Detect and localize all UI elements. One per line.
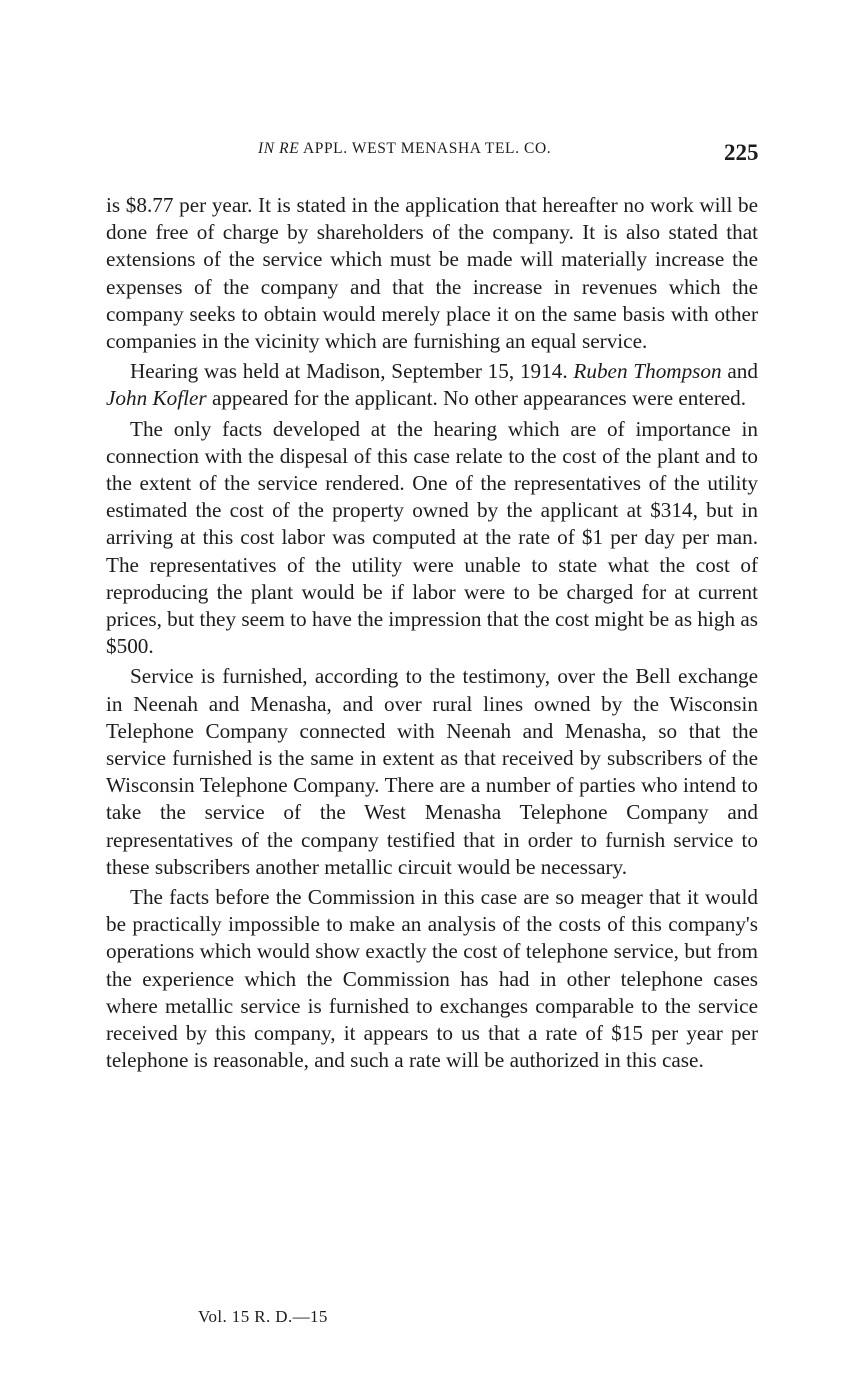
paragraph-3: The only facts developed at the hearing which are of importance in connection with the dispesal of this case relate to the cost of the plant and to the extent of the service rendered. One of the representatives of the utility estimated the cost of the property owned by the applicant at $314, but in arriving at this cost labor was computed at the rate of $1 per day per man. The representatives of the utility were unable to state what the cost of reproducing the plant would be if labor were to be charged for at current prices, but they seem to have the impression that the cost might be as high as $500.: [106, 416, 758, 659]
paragraph-1: is $8.77 per year. It is stated in the application that hereafter no work will be done free of charge by shareholders of the company. It is also stated that extensions of the service which must be made will materially increase the expenses of the company and that the increase in revenues which the company seeks to obtain would merely place it on the same basis with other companies in the vicinity which are furnishing an equal service.: [106, 193, 758, 354]
signature-line: Vol. 15 R. D.—15: [198, 1307, 328, 1326]
hearing-statement: Hearing was held at Madison, September 15, 1914.: [130, 359, 568, 384]
body-text: [106, 192, 758, 1078]
running-head-title: APPL. WEST MENASHA TEL. CO.: [302, 140, 552, 157]
appearance-name-2: John Kofler: [106, 386, 207, 411]
running-head-italic: IN RE: [258, 140, 300, 157]
appearance-statement: appeared for the applicant. No other appearances were entered.: [211, 386, 747, 411]
page-number: 225: [724, 140, 759, 165]
paragraph-2: [106, 358, 758, 412]
running-head: [258, 140, 551, 158]
appearance-name-1: Ruben Thompson: [573, 359, 722, 384]
conjunction: and: [727, 359, 758, 384]
paragraph-5: The facts before the Commission in this case are so meager that it would be practically impossible to make an analysis of the costs of this company's operations which would show exactly the cost of telephone service, but from the experience which the Commission has had in other telephone cases where metallic service is furnished to exchanges comparable to the service received by this company, it appears to us that a rate of $15 per year per telephone is reasonable, and such a rate will be authorized in this case.: [106, 885, 758, 1073]
paragraph-4: Service is furnished, according to the testimony, over the Bell exchange in Neenah and Menasha, and over rural lines owned by the Wisconsin Telephone Company connected with Neenah and Menasha, so that the service furnished is the same in extent as that received by subscribers of the Wisconsin Telephone Company. There are a number of parties who intend to take the service of the West Menasha Telephone Company and representatives of the company testified that in order to furnish service to these subscribers another metallic circuit would be necessary.: [106, 664, 758, 879]
